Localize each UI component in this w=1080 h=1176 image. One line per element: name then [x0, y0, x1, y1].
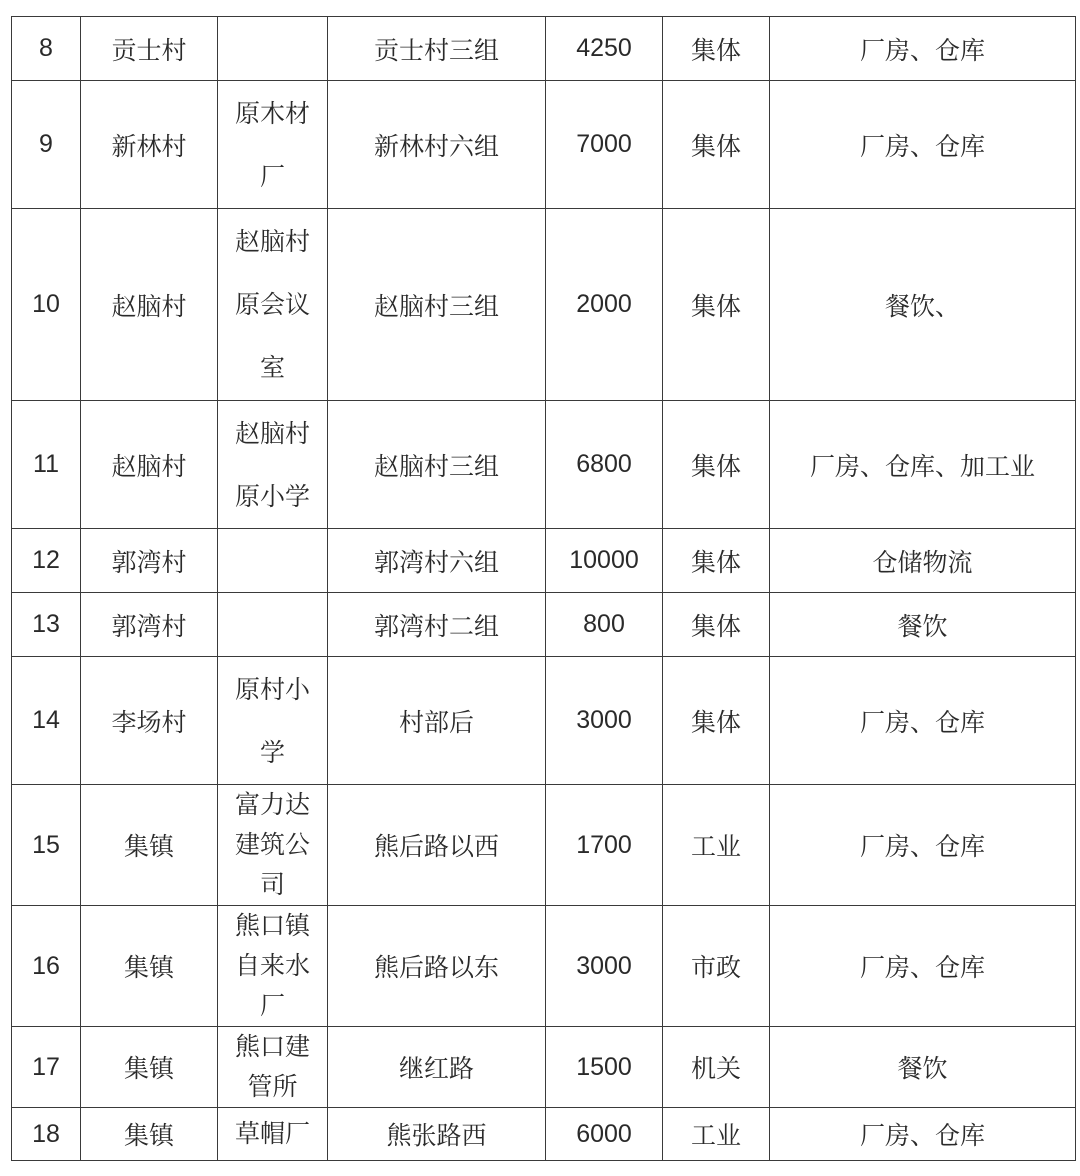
village-cell: 集镇 [81, 1108, 218, 1161]
location-cell: 熊后路以东 [328, 906, 546, 1027]
nature-cell: 市政 [663, 906, 770, 1027]
table-row [12, 529, 1076, 593]
row-number: 17 [12, 1027, 81, 1108]
area-cell: 4250 [546, 17, 663, 81]
nature-cell: 工业 [663, 1108, 770, 1161]
land-resource-table [11, 16, 1076, 1161]
row-number: 16 [12, 906, 81, 1027]
table-row [12, 785, 1076, 906]
area-cell: 6800 [546, 401, 663, 529]
use-cell: 厂房、仓库、加工业 [770, 401, 1076, 529]
village-cell: 集镇 [81, 785, 218, 906]
use-cell: 厂房、仓库 [770, 785, 1076, 906]
area-cell: 7000 [546, 81, 663, 209]
site-name-cell: 富力达建筑公司 [218, 785, 328, 906]
nature-cell: 集体 [663, 17, 770, 81]
village-cell: 赵脑村 [81, 209, 218, 401]
site-name-cell: 赵脑村原会议室 [218, 209, 328, 401]
row-number: 14 [12, 657, 81, 785]
village-cell: 新林村 [81, 81, 218, 209]
area-cell: 1500 [546, 1027, 663, 1108]
area-cell: 1700 [546, 785, 663, 906]
site-name-cell: 草帽厂 [218, 1108, 328, 1161]
location-cell: 赵脑村三组 [328, 401, 546, 529]
village-cell: 集镇 [81, 1027, 218, 1108]
site-name-cell [218, 17, 328, 81]
row-number: 18 [12, 1108, 81, 1161]
table-row [12, 81, 1076, 209]
row-number: 9 [12, 81, 81, 209]
table-row [12, 1108, 1076, 1161]
location-cell: 赵脑村三组 [328, 209, 546, 401]
nature-cell: 集体 [663, 657, 770, 785]
area-cell: 2000 [546, 209, 663, 401]
row-number: 12 [12, 529, 81, 593]
row-number: 13 [12, 593, 81, 657]
table-row [12, 657, 1076, 785]
location-cell: 郭湾村二组 [328, 593, 546, 657]
use-cell: 厂房、仓库 [770, 81, 1076, 209]
village-cell: 集镇 [81, 906, 218, 1027]
site-name-cell: 熊口镇自来水厂 [218, 906, 328, 1027]
location-cell: 熊张路西 [328, 1108, 546, 1161]
site-name-cell: 原村小学 [218, 657, 328, 785]
site-name-cell: 原木材厂 [218, 81, 328, 209]
table-row [12, 593, 1076, 657]
site-name-cell: 熊口建管所 [218, 1027, 328, 1108]
village-cell: 贡士村 [81, 17, 218, 81]
row-number: 10 [12, 209, 81, 401]
location-cell: 新林村六组 [328, 81, 546, 209]
location-cell: 贡士村三组 [328, 17, 546, 81]
village-cell: 赵脑村 [81, 401, 218, 529]
location-cell: 继红路 [328, 1027, 546, 1108]
row-number: 11 [12, 401, 81, 529]
use-cell: 厂房、仓库 [770, 906, 1076, 1027]
use-cell: 餐饮 [770, 1027, 1076, 1108]
site-name-cell [218, 529, 328, 593]
nature-cell: 集体 [663, 401, 770, 529]
site-name-cell [218, 593, 328, 657]
area-cell: 3000 [546, 906, 663, 1027]
village-cell: 郭湾村 [81, 529, 218, 593]
location-cell: 熊后路以西 [328, 785, 546, 906]
village-cell: 郭湾村 [81, 593, 218, 657]
site-name-cell: 赵脑村原小学 [218, 401, 328, 529]
location-cell: 村部后 [328, 657, 546, 785]
use-cell: 厂房、仓库 [770, 17, 1076, 81]
table-row [12, 401, 1076, 529]
area-cell: 10000 [546, 529, 663, 593]
use-cell: 仓储物流 [770, 529, 1076, 593]
table-row [12, 1027, 1076, 1108]
nature-cell: 集体 [663, 209, 770, 401]
nature-cell: 集体 [663, 81, 770, 209]
table-row [12, 209, 1076, 401]
nature-cell: 工业 [663, 785, 770, 906]
area-cell: 800 [546, 593, 663, 657]
nature-cell: 集体 [663, 593, 770, 657]
village-cell: 李场村 [81, 657, 218, 785]
area-cell: 6000 [546, 1108, 663, 1161]
area-cell: 3000 [546, 657, 663, 785]
table-row [12, 17, 1076, 81]
nature-cell: 集体 [663, 529, 770, 593]
row-number: 15 [12, 785, 81, 906]
row-number: 8 [12, 17, 81, 81]
use-cell: 餐饮 [770, 593, 1076, 657]
table-row [12, 906, 1076, 1027]
use-cell: 厂房、仓库 [770, 1108, 1076, 1161]
nature-cell: 机关 [663, 1027, 770, 1108]
use-cell: 厂房、仓库 [770, 657, 1076, 785]
location-cell: 郭湾村六组 [328, 529, 546, 593]
use-cell: 餐饮、 [770, 209, 1076, 401]
